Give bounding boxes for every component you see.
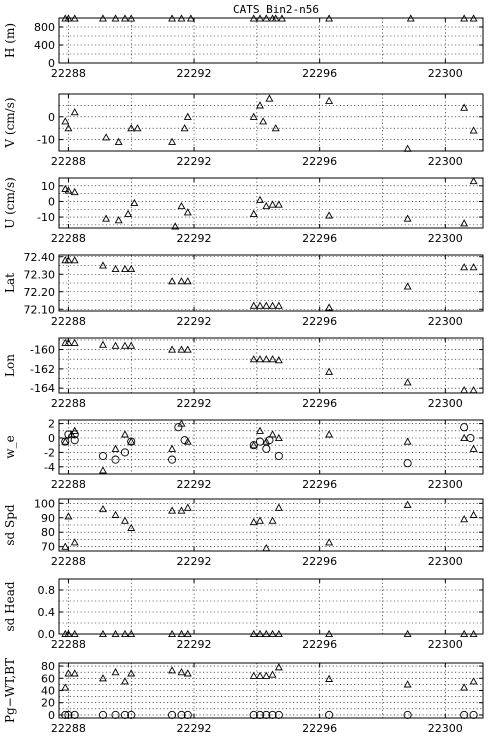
data-point-triangle (269, 431, 275, 437)
data-point-triangle (62, 118, 68, 124)
x-tick-label: 22288 (50, 232, 86, 245)
y-tick-label: 72.10 (23, 303, 55, 317)
figure-title: CATS Bin2-n56 (232, 3, 320, 16)
data-point-triangle (251, 673, 257, 679)
data-point-triangle (185, 346, 191, 352)
y-tick-label: -4 (44, 460, 55, 474)
data-point-circle (263, 445, 270, 452)
data-point-triangle (263, 673, 269, 679)
data-point-triangle (122, 431, 128, 437)
x-tick-label: 22300 (427, 638, 463, 651)
y-tick-label: -160 (30, 343, 55, 357)
plot-frame (59, 579, 483, 634)
data-point-triangle (276, 303, 282, 309)
x-tick-label: 22296 (302, 722, 338, 735)
y-tick-label: -162 (30, 362, 55, 376)
data-point-triangle (326, 539, 332, 545)
data-point-triangle (269, 201, 275, 207)
plot-frame (59, 18, 483, 63)
data-point-triangle (103, 134, 109, 140)
y-tick-label: 2 (48, 417, 55, 431)
x-tick-label: 22296 (302, 315, 338, 328)
y-tick-label: 0.0 (37, 628, 55, 641)
data-point-triangle (185, 278, 191, 284)
data-point-triangle (112, 446, 118, 452)
x-tick-label: 22296 (302, 155, 338, 168)
panel-6 (3, 418, 483, 491)
panel-9 (3, 658, 483, 735)
data-point-triangle (276, 504, 282, 510)
x-tick-label: 22288 (50, 478, 86, 491)
data-point-triangle (128, 525, 134, 531)
data-point-triangle (257, 517, 263, 523)
data-point-triangle (326, 676, 332, 682)
x-tick-label: 22288 (50, 638, 86, 651)
data-point-triangle (72, 109, 78, 115)
data-point-circle (99, 452, 106, 459)
y-tick-label: 400 (34, 39, 55, 52)
panel-3 (3, 177, 483, 245)
data-point-triangle (122, 517, 128, 523)
data-point-triangle (269, 517, 275, 523)
data-point-triangle (128, 266, 134, 272)
x-tick-label: 22288 (50, 67, 86, 80)
data-point-triangle (276, 201, 282, 207)
x-tick-label: 22300 (427, 478, 463, 491)
panel-4 (3, 251, 483, 328)
data-point-triangle (269, 303, 275, 309)
data-point-triangle (251, 303, 257, 309)
data-point-triangle (461, 264, 467, 270)
data-point-triangle (470, 512, 476, 518)
data-point-triangle (263, 203, 269, 209)
data-point-triangle (326, 369, 332, 375)
y-tick-label: 0 (48, 57, 55, 70)
y-tick-label: 70 (41, 540, 55, 554)
data-point-triangle (404, 438, 410, 444)
data-point-triangle (470, 678, 476, 684)
data-point-triangle (251, 211, 257, 217)
x-tick-label: 22292 (176, 232, 212, 245)
data-point-triangle (263, 545, 269, 551)
data-point-triangle (185, 504, 191, 510)
plot-frame (59, 94, 483, 151)
data-point-triangle (122, 266, 128, 272)
plot-frame (59, 178, 483, 228)
y-tick-label: 80 (41, 660, 55, 674)
x-tick-label: 22296 (302, 555, 338, 568)
y-tick-label: 10 (41, 179, 55, 193)
data-point-triangle (169, 346, 175, 352)
data-point-triangle (122, 343, 128, 349)
data-point-triangle (470, 264, 476, 270)
data-point-triangle (100, 342, 106, 348)
data-point-triangle (276, 357, 282, 363)
data-point-triangle (72, 670, 78, 676)
data-point-circle (275, 452, 282, 459)
data-point-triangle (178, 203, 184, 209)
data-point-triangle (185, 670, 191, 676)
data-point-triangle (461, 387, 467, 393)
data-point-triangle (461, 684, 467, 690)
data-point-triangle (72, 257, 78, 263)
y-axis-label: sd Head (3, 581, 17, 632)
x-tick-label: 22292 (176, 555, 212, 568)
y-tick-label: 0.8 (37, 584, 55, 597)
data-point-triangle (461, 516, 467, 522)
x-tick-label: 22300 (427, 555, 463, 568)
data-point-triangle (266, 95, 272, 101)
data-point-triangle (251, 519, 257, 525)
data-point-triangle (131, 200, 137, 206)
data-point-triangle (470, 446, 476, 452)
x-tick-label: 22292 (176, 397, 212, 410)
data-point-triangle (72, 340, 78, 346)
plot-frame (59, 420, 483, 474)
y-axis-label: Lat (3, 273, 17, 293)
x-tick-label: 22300 (427, 67, 463, 80)
x-tick-label: 22300 (427, 232, 463, 245)
panels-container (3, 15, 483, 735)
data-point-triangle (72, 539, 78, 545)
data-point-circle (256, 438, 263, 445)
data-point-triangle (103, 215, 109, 221)
data-point-triangle (404, 379, 410, 385)
data-point-triangle (470, 387, 476, 393)
x-tick-label: 22288 (50, 397, 86, 410)
y-tick-label: 72.30 (23, 268, 55, 282)
x-tick-label: 22296 (302, 232, 338, 245)
data-point-triangle (263, 303, 269, 309)
data-point-triangle (257, 197, 263, 203)
data-point-triangle (169, 667, 175, 673)
panel-1 (3, 15, 483, 80)
data-point-triangle (112, 266, 118, 272)
data-point-triangle (276, 664, 282, 670)
y-tick-label: 72.40 (23, 250, 55, 264)
data-point-triangle (269, 671, 275, 677)
data-point-triangle (404, 215, 410, 221)
data-point-triangle (326, 98, 332, 104)
y-tick-label: 80 (41, 526, 55, 540)
data-point-circle (461, 424, 468, 431)
panel-8 (3, 579, 483, 651)
data-point-triangle (404, 502, 410, 508)
data-point-triangle (112, 512, 118, 518)
x-tick-label: 22296 (302, 638, 338, 651)
data-point-triangle (115, 217, 121, 223)
y-tick-label: 40 (41, 684, 55, 698)
y-axis-label: Lon (3, 354, 17, 377)
data-point-triangle (404, 283, 410, 289)
data-point-triangle (112, 343, 118, 349)
data-point-triangle (461, 220, 467, 226)
data-point-triangle (257, 303, 263, 309)
x-tick-label: 22292 (176, 722, 212, 735)
data-point-triangle (404, 146, 410, 152)
y-axis-label: H (m) (3, 22, 17, 59)
panel-7 (3, 497, 483, 568)
y-tick-label: -164 (30, 382, 55, 396)
x-tick-label: 22288 (50, 155, 86, 168)
y-tick-label: 90 (41, 511, 55, 525)
data-point-triangle (257, 673, 263, 679)
data-point-triangle (169, 278, 175, 284)
y-axis-label: Pg−WT,BT (3, 657, 17, 724)
data-point-triangle (470, 178, 476, 184)
data-point-circle (404, 460, 411, 467)
y-tick-label: 100 (34, 497, 55, 511)
data-point-triangle (404, 681, 410, 687)
y-tick-label: 0 (48, 195, 55, 209)
data-point-triangle (100, 467, 106, 473)
y-tick-label: 72.20 (23, 285, 55, 299)
data-point-triangle (326, 431, 332, 437)
y-tick-label: 20 (41, 696, 55, 710)
data-point-triangle (65, 670, 71, 676)
y-axis-label: U (cm/s) (3, 177, 17, 229)
data-point-triangle (62, 684, 68, 690)
x-tick-label: 22288 (50, 555, 86, 568)
x-tick-label: 22288 (50, 722, 86, 735)
y-tick-label: -2 (44, 446, 55, 460)
y-axis-label: sd Spd (3, 504, 17, 546)
y-tick-label: 0 (48, 708, 55, 722)
y-tick-label: 0 (48, 432, 55, 445)
x-tick-label: 22296 (302, 67, 338, 80)
y-tick-label: -10 (37, 133, 55, 147)
data-point-triangle (125, 211, 131, 217)
panel-5 (3, 338, 483, 410)
y-tick-label: -10 (37, 211, 55, 225)
data-point-triangle (260, 118, 266, 124)
data-point-triangle (72, 189, 78, 195)
data-point-triangle (470, 127, 476, 133)
y-axis-label: w_e (3, 435, 17, 459)
x-tick-label: 22300 (427, 315, 463, 328)
x-tick-label: 22300 (427, 397, 463, 410)
x-tick-label: 22292 (176, 478, 212, 491)
x-tick-label: 22300 (427, 155, 463, 168)
x-tick-label: 22292 (176, 315, 212, 328)
x-tick-label: 22292 (176, 155, 212, 168)
y-tick-label: 800 (34, 21, 55, 34)
x-tick-label: 22292 (176, 67, 212, 80)
data-point-triangle (128, 670, 134, 676)
x-tick-label: 22296 (302, 397, 338, 410)
data-point-triangle (178, 346, 184, 352)
data-point-circle (175, 424, 182, 431)
x-tick-label: 22288 (50, 315, 86, 328)
y-tick-label: 0 (48, 110, 55, 124)
data-point-triangle (122, 678, 128, 684)
x-tick-label: 22300 (427, 722, 463, 735)
y-tick-label: 60 (41, 672, 55, 686)
data-point-triangle (169, 446, 175, 452)
data-point-triangle (185, 209, 191, 215)
y-axis-label: V (cm/s) (3, 97, 17, 148)
x-tick-label: 22296 (302, 478, 338, 491)
panel-2 (3, 94, 483, 168)
y-tick-label: 0.4 (37, 606, 55, 619)
x-tick-label: 22292 (176, 638, 212, 651)
